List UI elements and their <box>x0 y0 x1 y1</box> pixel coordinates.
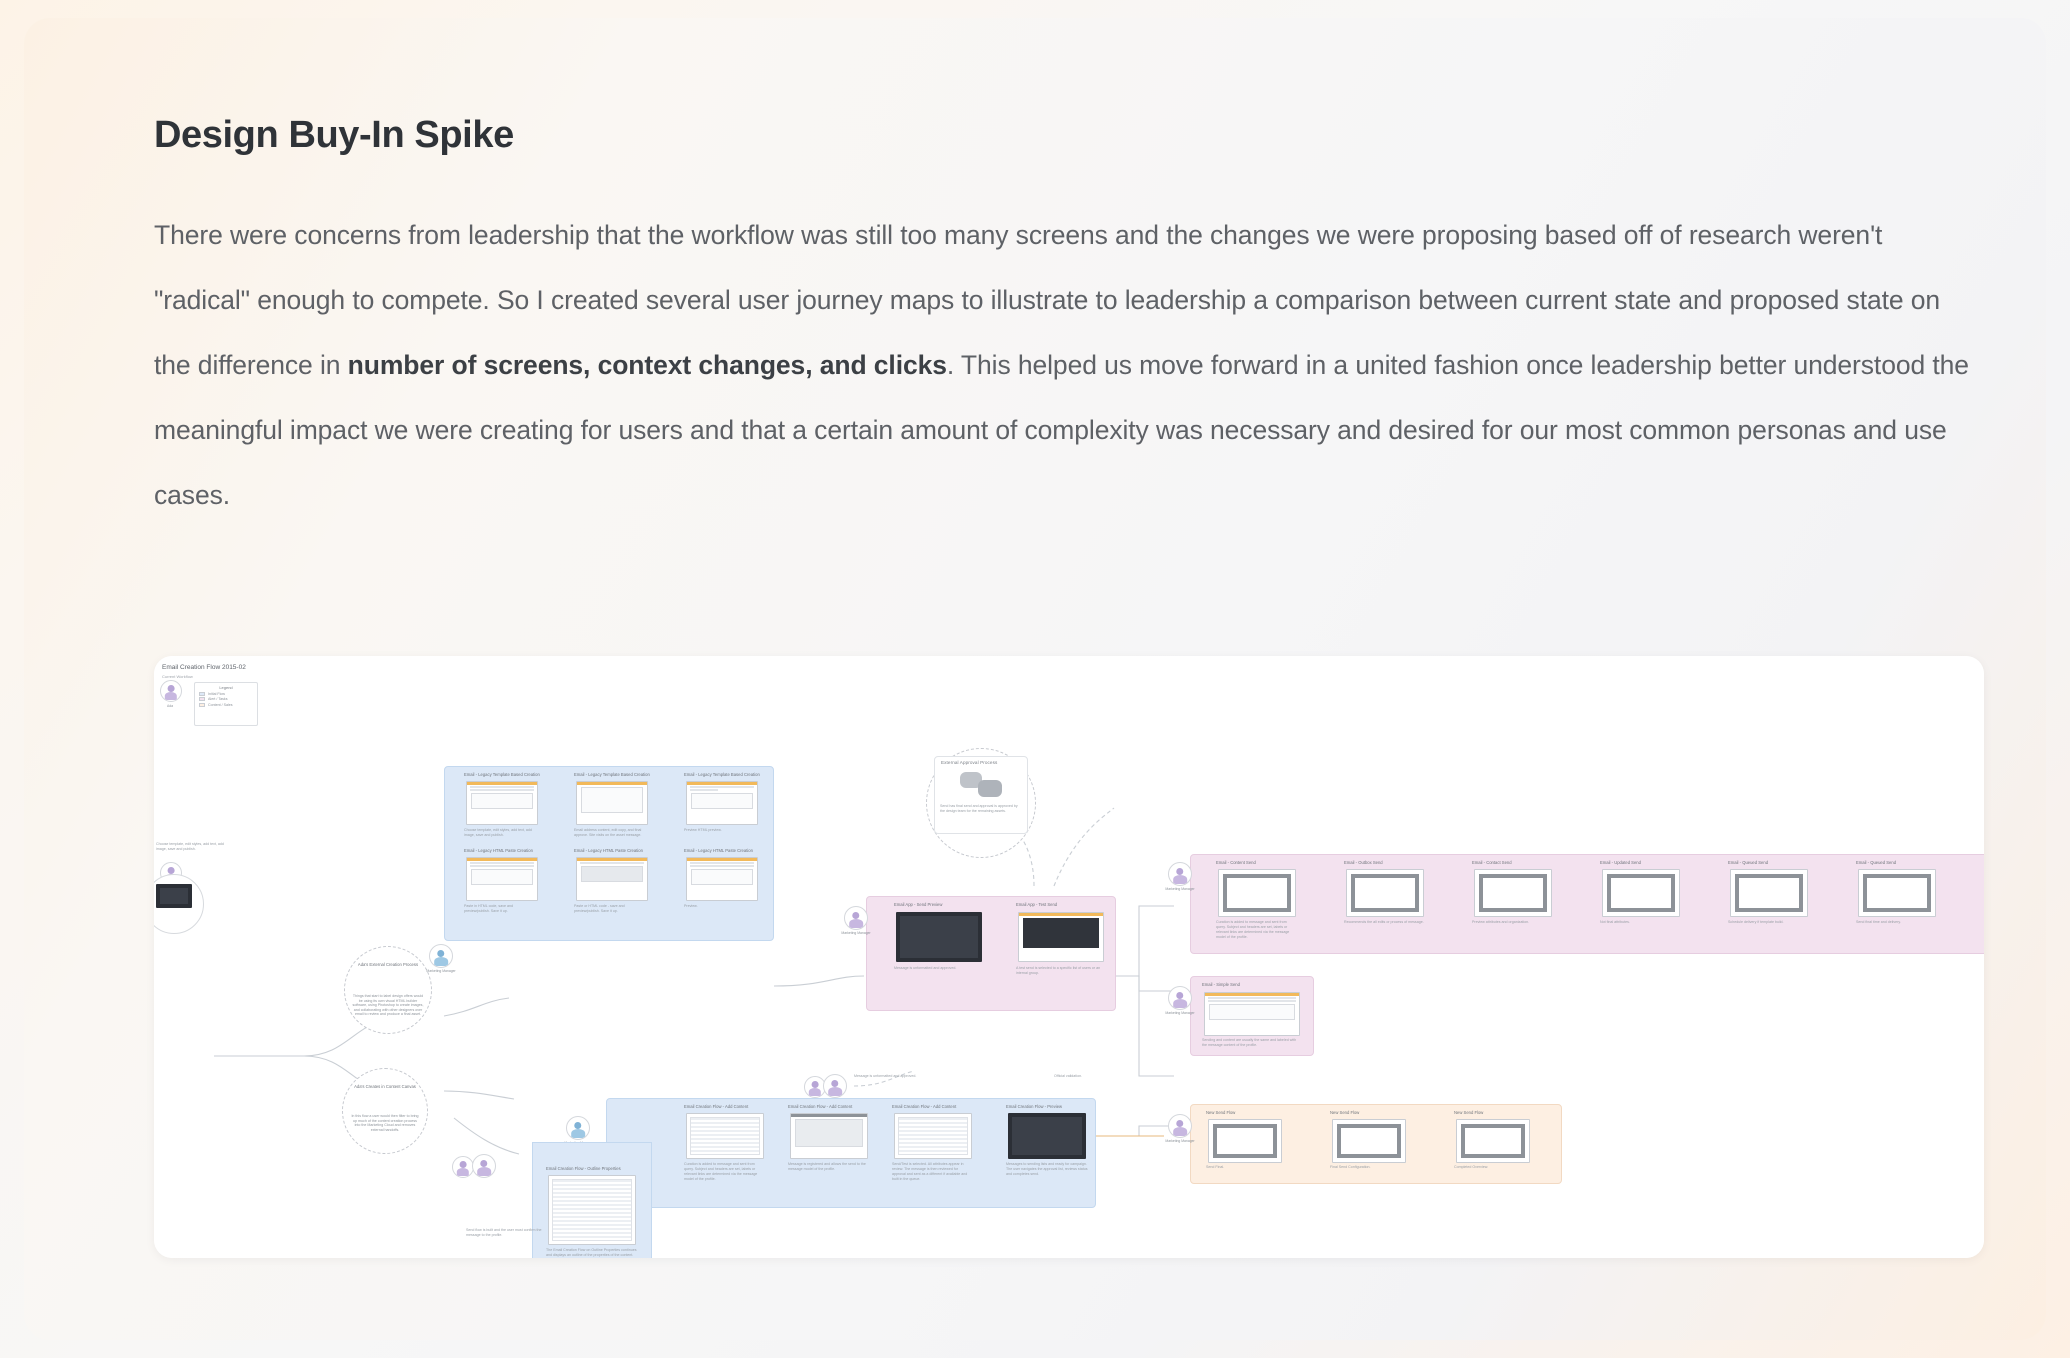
group-label-legacy-template-2: Email - Legacy Template Based Creation <box>574 772 650 777</box>
article-content <box>154 113 1984 528</box>
legend-swatch-pink <box>199 697 205 701</box>
group-label-external-approval: External Approval Process <box>941 760 998 765</box>
flow-caption: Paste in HTML code, save and preview/publish. Save it up. <box>464 904 514 913</box>
group-label-contact-send: Email - Contact Send <box>1472 860 1512 865</box>
screen-thumbnail <box>1602 869 1680 917</box>
avatar-label: Ada <box>166 704 174 708</box>
journey-map-diagram <box>154 656 1984 1258</box>
screen-thumbnail <box>686 857 758 901</box>
flow-caption: Curation is added to message and sent from query. Subject and headers are set, labels or relevant links are determined via the message model of the profile. <box>684 1162 758 1181</box>
body-paragraph <box>154 203 1979 528</box>
group-label-legacy-html: Email - Legacy HTML Paste Creation <box>464 848 533 853</box>
screen-thumbnail <box>466 781 538 825</box>
avatar <box>1168 862 1192 886</box>
screen-thumbnail <box>896 912 982 962</box>
group-label-test-send: Email App - Test Send <box>1016 902 1058 907</box>
screen-thumbnail <box>1858 869 1936 917</box>
legend-item-alert-tasks <box>199 697 253 701</box>
avatar <box>160 680 182 702</box>
legend-swatch-peach <box>199 703 205 707</box>
legend-swatch-blue <box>199 692 205 696</box>
screen-thumbnail <box>576 857 648 901</box>
screen-thumbnail <box>466 857 538 901</box>
screen-thumbnail <box>1332 1119 1406 1163</box>
legend-label-alert-tasks: Alert / Tasks <box>208 697 228 701</box>
process-node-content-canvas[interactable] <box>342 1068 428 1154</box>
node-title-external-creation: Ada's External Creation Process <box>357 962 419 967</box>
flow-caption: Message is registered and allows the send to the message model of the profile. <box>788 1162 866 1171</box>
screen-thumbnail <box>1218 869 1296 917</box>
flow-caption: Messages to sending lists and ready for campaign. The user navigates the approval list, reviews status and completes send. <box>1006 1162 1088 1176</box>
flow-caption: A test send is selected to a specific list of users or an internal group. <box>1016 966 1101 975</box>
flow-caption: Message is unformatted and approved. <box>854 1074 917 1078</box>
group-label-queued-send-2: Email - Queued Send <box>1856 860 1897 865</box>
avatar <box>429 944 453 968</box>
diagram-doc-title: Email Creation Flow 2015-02 <box>162 664 246 671</box>
flow-caption: Final Send Configuration. <box>1330 1165 1371 1169</box>
legend-item-initial-flow <box>199 692 253 696</box>
group-label-legacy-html-3: Email - Legacy HTML Paste Creation <box>684 848 753 853</box>
screen-thumbnail <box>1474 869 1552 917</box>
legend-label-content-sales: Content / Sales <box>208 702 233 707</box>
group-label-legacy-template-3: Email - Legacy Template Based Creation <box>684 772 760 777</box>
group-label-simple-send: Email - Simple Send <box>1202 982 1240 987</box>
group-label-preview: Email Creation Flow - Preview <box>1006 1104 1063 1109</box>
avatar <box>1168 986 1192 1010</box>
avatar-role-label: Marketing Manager <box>1165 1011 1195 1015</box>
avatar-role-label: Marketing Manager <box>841 931 871 935</box>
node-text-content-canvas: In this flow a user would then filter to bring up much of the content creation process into the Marketing Cloud and removes external handoffs. <box>351 1114 419 1132</box>
avatar <box>472 1154 496 1178</box>
node-title-content-canvas: Ada's Creates in Content Canvas <box>354 1084 416 1089</box>
flow-caption: Sending and content are usually the same and labeled with the message content of the profile. <box>1202 1038 1297 1047</box>
avatar-role-label: Marketing Manager <box>1165 1139 1195 1143</box>
group-label-new-send-flow: New Send Flow <box>1206 1110 1236 1115</box>
group-label-outline-properties: Email Creation Flow - Outline Properties <box>546 1166 621 1171</box>
process-node-external-creation[interactable] <box>344 946 432 1034</box>
legend-title: Legend <box>219 685 233 690</box>
flow-caption: Preview HTML preview. <box>684 828 722 832</box>
flow-caption: Send/Test is selected. All attributes appear in review. The message is then reviewed for approval and sent as a different if available and built in the queue. <box>892 1162 968 1181</box>
avatar-role-label: Marketing Manager <box>1165 887 1195 891</box>
avatar <box>1168 1114 1192 1138</box>
avatar <box>823 1074 847 1098</box>
screen-thumbnail <box>1018 912 1104 962</box>
group-label-legacy-html-2: Email - Legacy HTML Paste Creation <box>574 848 643 853</box>
flow-caption: The Email Creation Flow on Outline Properties continues and displays an outline of the properties of the content. <box>546 1248 637 1257</box>
flow-caption: Schedule delivery if template build. <box>1728 920 1784 924</box>
group-label-add-content: Email Creation Flow - Add Content <box>684 1104 749 1109</box>
screen-thumbnail <box>1204 992 1300 1036</box>
group-label-outbox-send: Email - Outbox Send <box>1344 860 1383 865</box>
screen-thumbnail <box>1456 1119 1530 1163</box>
group-label-legacy-template: Email - Legacy Template Based Creation <box>464 772 540 777</box>
group-label-send-preview: Email App - Send Preview <box>894 902 943 907</box>
paragraph-emphasis: number of screens, context changes, and clicks <box>347 349 947 380</box>
group-label-queued-send: Email - Queued Send <box>1728 860 1769 865</box>
avatar <box>452 1156 474 1178</box>
screen-thumbnail <box>576 781 648 825</box>
screen-thumbnail <box>1208 1119 1282 1163</box>
flow-caption: Recommends the all edits or process of message. <box>1344 920 1424 924</box>
legend <box>194 682 258 726</box>
avatar <box>844 906 868 930</box>
page-surface <box>24 18 2046 1340</box>
flow-caption: Send Final. <box>1206 1165 1225 1169</box>
legend-label-initial-flow: Initial Flow <box>208 691 225 696</box>
flow-caption: Preview. <box>684 904 698 908</box>
group-label-updated-send: Email - Updated Send <box>1600 860 1641 865</box>
group-label-content-send: Email - Content Send <box>1216 860 1256 865</box>
screen-thumbnail <box>1008 1113 1086 1159</box>
left-caption: Choose template, edit styles, add text, add image, save and publish. <box>156 842 224 851</box>
node-text-external-creation: Things that start to label design offers would be using its own visual HTML builder software, using Photoshop to create images, and collaborating with other designers over email to review and produce a final asset. <box>352 994 424 1017</box>
screen-thumbnail <box>1730 869 1808 917</box>
screen-thumbnail <box>686 1113 764 1159</box>
flow-caption: Paste or HTML code - save and preview/publish. Save it up. <box>574 904 625 913</box>
screen-thumbnail <box>790 1113 868 1159</box>
screen-thumbnail <box>686 781 758 825</box>
group-label-add-content-3: Email Creation Flow - Add Content <box>892 1104 957 1109</box>
avatar-role-label: Marketing Manager <box>426 969 456 973</box>
flow-caption: Email address content, edit copy, and final approve. Site visits on the asset message. <box>574 828 642 837</box>
screen-thumbnail <box>548 1175 636 1245</box>
flow-caption: Preview attributes and organization. <box>1472 920 1530 924</box>
flow-caption: Curation is added to message and sent from query. Subject and headers are set, labels or relevant links are determined via the message model of the profile. <box>1216 920 1290 939</box>
avatar <box>566 1116 590 1140</box>
flow-caption: Send flow is built and the user must confirm the message to the profile. <box>466 1228 542 1237</box>
legend-item-content-sales <box>199 703 253 707</box>
group-label-new-send-flow-2: New Send Flow <box>1330 1110 1360 1115</box>
journey-map-figure[interactable] <box>154 656 1984 1258</box>
screen-thumbnail <box>156 884 192 908</box>
flow-caption: Send final time and delivery. <box>1856 920 1901 924</box>
paragraph-part-1: There were concerns from leadership that the workflow was still too many screens and the changes we were proposing based off of research weren't "radical" enough to compete. So I created several user journey maps to illustrate to leadership a comparison between current state and proposed state on the difference in <box>154 219 1941 380</box>
flow-caption: Completed Overview. <box>1454 1165 1489 1169</box>
group-label-add-content-2: Email Creation Flow - Add Content <box>788 1104 853 1109</box>
external-approval-caption: Send has final send and approval is approved by the design team for the remaining assets. <box>940 804 1018 813</box>
screen-thumbnail <box>1346 869 1424 917</box>
group-label-new-send-flow-3: New Send Flow <box>1454 1110 1484 1115</box>
paragraph-part-3: . This helped us move forward in a united fashion once leadership better understood the meaningful impact we were creating for users and that a certain amount of complexity was necessary and desired for our most common personas and use cases. <box>154 349 1969 510</box>
speech-bubble-icon <box>978 780 1002 797</box>
page-title: Design Buy-In Spike <box>154 114 514 156</box>
flow-caption: Official validation. <box>1054 1074 1083 1078</box>
screen-thumbnail <box>894 1113 972 1159</box>
flow-caption: Not final attributes. <box>1600 920 1630 924</box>
flow-caption: Choose template, edit styles, add text, add image, save and publish. <box>464 828 532 837</box>
diagram-doc-subtitle: Current Workflow <box>162 674 193 679</box>
flow-caption: Message is unformatted and approved. <box>894 966 957 970</box>
